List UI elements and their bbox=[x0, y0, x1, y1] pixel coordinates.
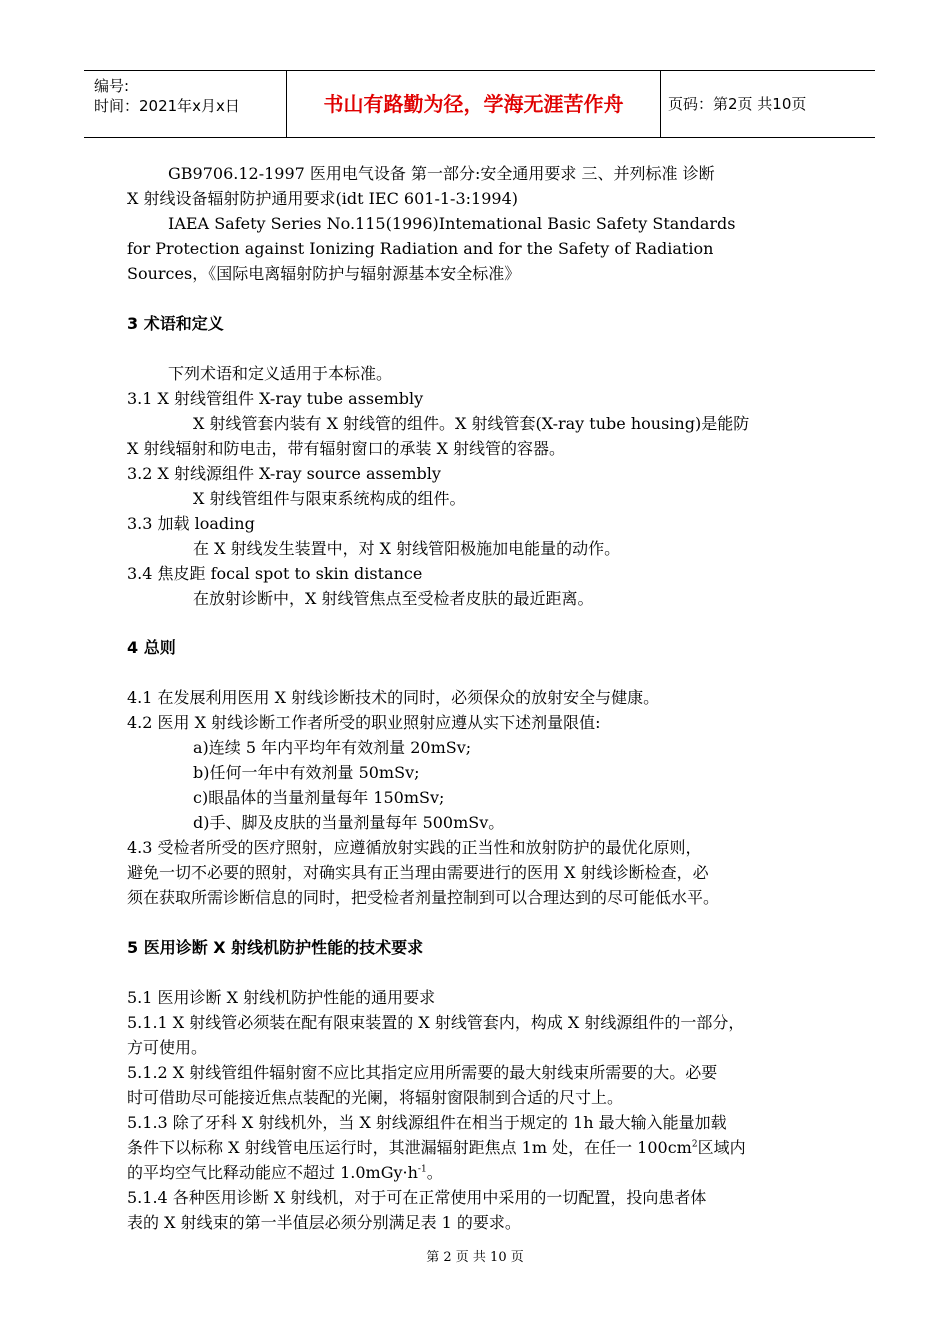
term-title: 3.2 X 射线源组件 X-ray source assembly bbox=[127, 464, 441, 483]
term-definition: 在放射诊断中，X 射线管焦点至受检者皮肤的最近距离。 bbox=[193, 589, 594, 608]
paragraph-line: 5.1.4 各种医用诊断 X 射线机，对于可在正常使用中采用的一切配置，投向患者体 bbox=[127, 1188, 707, 1207]
paragraph-line: 5.1.3 除了牙科 X 射线机外，当 X 射线源组件在相当于规定的 1h 最大输入能量加载 bbox=[127, 1113, 727, 1132]
reference-line: X 射线设备辐射防护通用要求(idt IEC 601-1-3:1994) bbox=[127, 189, 518, 208]
header-motto: 书山有路勤为径，学海无涯苦作舟 bbox=[286, 71, 661, 137]
superscript: 2 bbox=[691, 1139, 698, 1150]
term-definition: X 射线管套内装有 X 射线管的组件。X 射线管套(X-ray tube housing)是能防 bbox=[193, 414, 750, 433]
header-page-info: 页码：第2页 共10页 bbox=[668, 95, 807, 113]
text-run: 条件下以标称 X 射线管电压运行时，其泄漏辐射距焦点 1m 处，在任一 100cm bbox=[127, 1138, 692, 1157]
reference-line: IAEA Safety Series No.115(1996)Intemational Basic Safety Standards bbox=[168, 214, 736, 233]
paragraph-line: 5.1 医用诊断 X 射线机防护性能的通用要求 bbox=[127, 988, 436, 1007]
header-meta bbox=[84, 71, 286, 137]
list-item: c)眼晶体的当量剂量每年 150mSv; bbox=[193, 788, 445, 807]
paragraph-line: 方可使用。 bbox=[127, 1038, 208, 1057]
text-run: 区域内 bbox=[697, 1138, 746, 1157]
reference-line: Sources，《国际电离辐射防护与辐射源基本安全标准》 bbox=[127, 264, 521, 283]
page-header bbox=[84, 70, 875, 138]
paragraph-line: 表的 X 射线束的第一半值层必须分别满足表 1 的要求。 bbox=[127, 1213, 521, 1232]
section-heading: 5 医用诊断 X 射线机防护性能的技术要求 bbox=[127, 938, 424, 957]
header-number-label: 编号: bbox=[94, 77, 130, 95]
term-definition: X 射线辐射和防电击，带有辐射窗口的承装 X 射线管的容器。 bbox=[127, 439, 566, 458]
paragraph-line: 5.1.1 X 射线管必须装在配有限束装置的 X 射线管套内，构成 X 射线源组件的一部分， bbox=[127, 1013, 745, 1032]
reference-line: GB9706.12-1997 医用电气设备 第一部分:安全通用要求 三、并列标准 诊断 bbox=[168, 164, 715, 183]
header-date-label: 时间：2021年x月x日 bbox=[94, 97, 240, 115]
text-run: 的平均空气比释动能应不超过 1.0mGy·h bbox=[127, 1163, 418, 1182]
list-item: d)手、脚及皮肤的当量剂量每年 500mSv。 bbox=[193, 813, 505, 832]
term-title: 3.4 焦皮距 focal spot to skin distance bbox=[127, 564, 423, 583]
term-title: 3.1 X 射线管组件 X-ray tube assembly bbox=[127, 389, 424, 408]
reference-line: for Protection against Ionizing Radiation and for the Safety of Radiation bbox=[127, 239, 714, 258]
section-heading: 4 总则 bbox=[127, 638, 176, 657]
paragraph-line: 时可借助尽可能接近焦点装配的光阑，将辐射窗限制到合适的尺寸上。 bbox=[127, 1088, 624, 1107]
section-heading: 3 术语和定义 bbox=[127, 314, 224, 333]
term-title: 3.3 加载 loading bbox=[127, 514, 255, 533]
paragraph-line: 避免一切不必要的照射，对确实具有正当理由需要进行的医用 X 射线诊断检查，必 bbox=[127, 863, 709, 882]
list-item: b)任何一年中有效剂量 50mSv; bbox=[193, 763, 420, 782]
paragraph-line: 4.3 受检者所受的医疗照射，应遵循放射实践的正当性和放射防护的最优化原则， bbox=[127, 838, 702, 857]
term-definition: X 射线管组件与限束系统构成的组件。 bbox=[193, 489, 466, 508]
text-run: 。 bbox=[426, 1163, 443, 1182]
superscript: -1 bbox=[417, 1164, 427, 1175]
list-item: a)连续 5 年内平均年有效剂量 20mSv; bbox=[193, 738, 472, 757]
paragraph-line bbox=[127, 1136, 746, 1160]
paragraph-line: 4.1 在发展利用医用 X 射线诊断技术的同时，必须保众的放射安全与健康。 bbox=[127, 688, 660, 707]
paragraph-line bbox=[127, 1161, 443, 1185]
paragraph-line: 5.1.2 X 射线管组件辐射窗不应比其指定应用所需要的最大射线束所需要的大。必要 bbox=[127, 1063, 718, 1082]
paragraph-line: 4.2 医用 X 射线诊断工作者所受的职业照射应遵从实下述剂量限值: bbox=[127, 713, 601, 732]
paragraph-line: 须在获取所需诊断信息的同时，把受检者剂量控制到可以合理达到的尽可能低水平。 bbox=[127, 888, 720, 907]
term-definition: 在 X 射线发生装置中，对 X 射线管阳极施加电能量的动作。 bbox=[193, 539, 621, 558]
paragraph-line: 下列术语和定义适用于本标准。 bbox=[168, 364, 393, 383]
page-footer: 第 2 页 共 10 页 bbox=[426, 1250, 524, 1265]
